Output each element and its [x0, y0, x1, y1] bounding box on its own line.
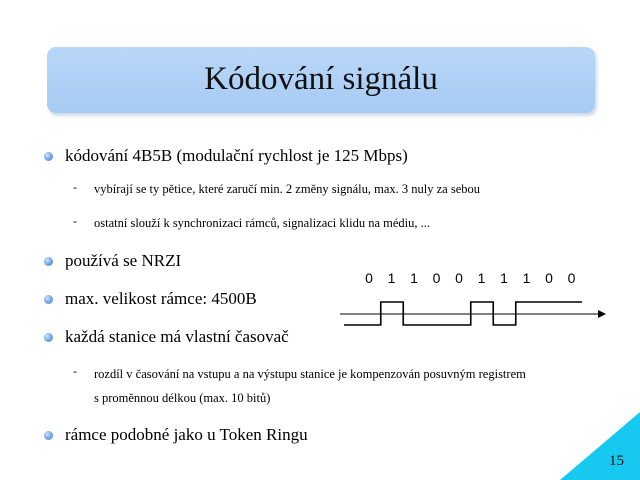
bit-label: 0: [432, 270, 441, 286]
bullet-text-timer: každá stanice má vlastní časovač: [65, 327, 289, 346]
bullet-text-token-ring: rámce podobné jako u Token Ringu: [65, 425, 308, 444]
subitem-text-timing-cont: s proměnnou délkou (max. 10 bitů): [94, 391, 271, 405]
subitem-text-others: ostatní slouží k synchronizaci rámců, signalizaci klidu na médiu, ...: [94, 216, 431, 230]
dash-icon: -: [73, 180, 77, 194]
bit-label: 0: [365, 270, 373, 286]
corner-triangle: [560, 412, 640, 480]
bit-label: 1: [477, 270, 486, 286]
bit-label: 0: [455, 270, 463, 286]
bit-label: 1: [410, 270, 418, 286]
bullet-text-encoding: kódování 4B5B (modulační rychlost je 125 Mbps): [65, 146, 408, 165]
slide-title: Kódování signálu: [204, 61, 438, 97]
bullet-text-frame-size: max. velikost rámce: 4500B: [65, 289, 257, 308]
bullet-text-nrzi: používá se NRZI: [65, 251, 182, 270]
page-number: 15: [609, 453, 624, 469]
bit-label: 1: [387, 270, 396, 286]
bit-label: 0: [545, 270, 553, 286]
subitem-text-quintets: vybírají se ty pětice, které zaručí min. 2 změny signálu, max. 3 nuly za sebou: [94, 182, 480, 196]
axis-arrow-icon: [598, 310, 606, 318]
subitem-text-timing: rozdíl v časování na vstupu a na výstupu stanice je kompenzován posuvným registrem: [94, 367, 526, 381]
bit-label: 1: [522, 270, 531, 286]
dash-icon: -: [73, 214, 77, 228]
bit-label: 0: [567, 270, 576, 286]
dash-icon: -: [73, 364, 77, 378]
bit-label: 1: [500, 270, 508, 286]
